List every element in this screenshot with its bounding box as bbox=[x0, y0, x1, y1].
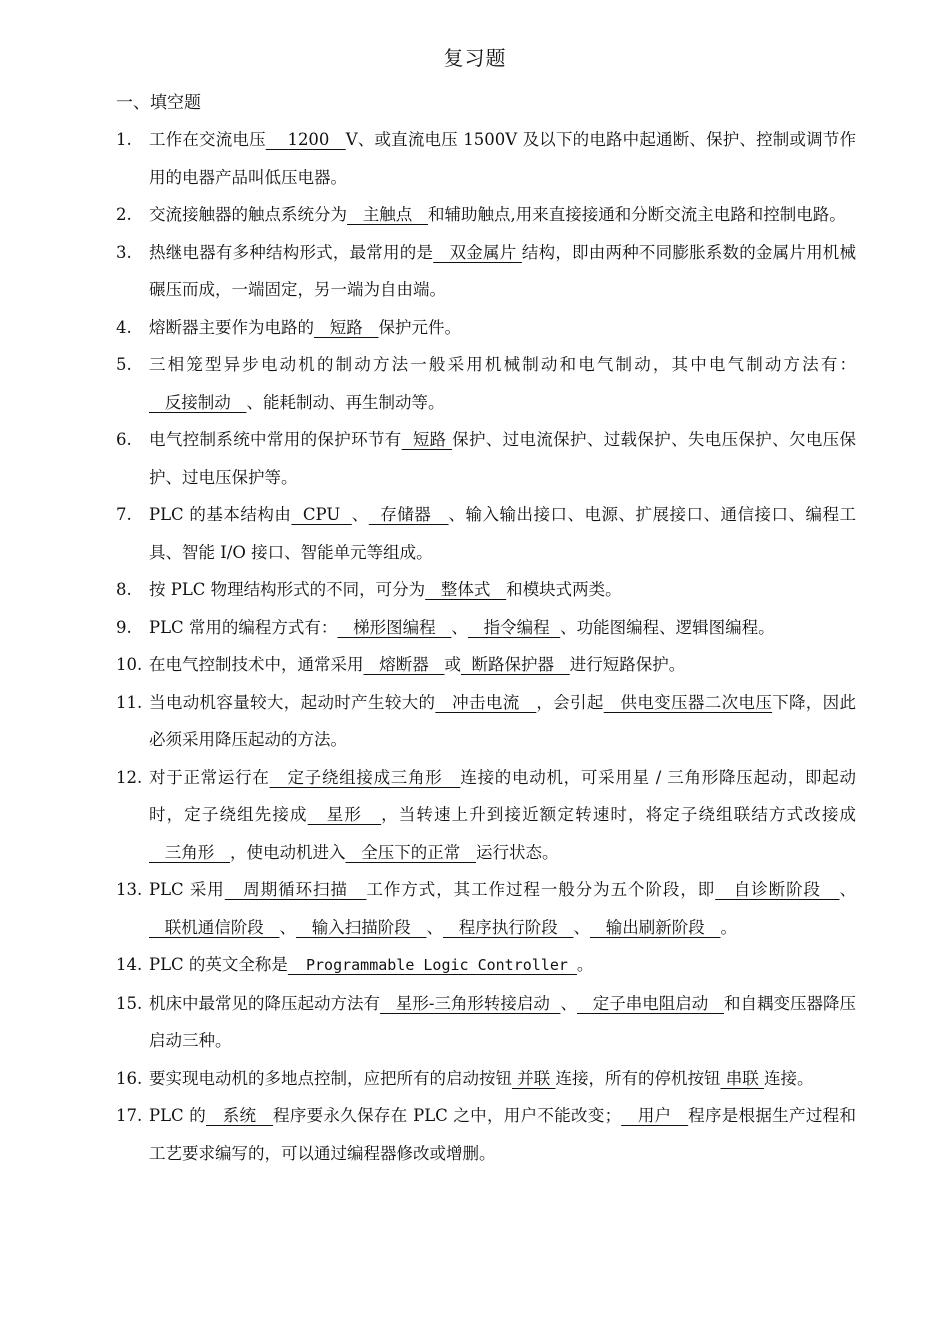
question-item bbox=[116, 421, 856, 496]
question-text: 要实现电动机的多地点控制，应把所有的启动按钮 bbox=[149, 1068, 512, 1088]
question-text: 。 bbox=[720, 917, 737, 937]
answer-blank: 星形-三角形转接启动 bbox=[380, 993, 561, 1013]
question-list bbox=[116, 121, 856, 1172]
question-text: 连接，所有的停机按钮 bbox=[555, 1068, 721, 1088]
question-text: ，使电动机进入 bbox=[229, 842, 346, 862]
question-item bbox=[116, 759, 856, 872]
question-number: 16. bbox=[116, 1068, 143, 1088]
question-text: PLC 的基本结构由 bbox=[149, 505, 292, 524]
answer-blank: 1200 bbox=[265, 130, 346, 149]
question-item bbox=[116, 946, 856, 985]
question-number: 9. bbox=[116, 617, 132, 637]
answer-blank: 程序执行阶段 bbox=[442, 917, 574, 937]
question-text: 。 bbox=[576, 955, 594, 974]
answer-blank: 梯形图编程 bbox=[337, 617, 452, 637]
question-text: 工作在交流电压 bbox=[149, 130, 266, 149]
question-item bbox=[116, 1097, 856, 1172]
answer-blank: 周期循环扫描 bbox=[224, 880, 367, 899]
question-number: 5. bbox=[116, 355, 132, 374]
question-text: 对于正常运行在 bbox=[149, 767, 270, 787]
question-text: 、 bbox=[573, 917, 590, 937]
answer-blank: 定子绕组接成三角形 bbox=[269, 767, 461, 787]
question-text: 交流接触器的触点系统分为 bbox=[149, 205, 347, 224]
question-text: 三相笼型异步电动机的制动方法一般采用机械制动和电气制动，其中电气制动方法有： bbox=[149, 355, 856, 374]
question-item bbox=[116, 871, 856, 946]
question-item bbox=[116, 496, 856, 571]
answer-blank: 全压下的正常 bbox=[345, 842, 476, 862]
question-number: 11. bbox=[116, 692, 143, 712]
question-text: 和模块式两类。 bbox=[506, 580, 622, 599]
question-text: 机床中最常见的降压起动方法有 bbox=[149, 993, 381, 1013]
question-text: 保护、过电流保护、过载保护、失电压保护、欠电压保护、过电压保护等。 bbox=[149, 430, 856, 487]
answer-blank: 串联 bbox=[720, 1068, 764, 1088]
question-text: 工作方式，其工作过程一般分为五个阶段，即 bbox=[366, 880, 716, 899]
question-text: 连接的电动机，可采用星 / 三角形降压起动，即起动时，定子绕组先接成 bbox=[149, 767, 856, 824]
answer-blank: 用户 bbox=[621, 1106, 689, 1125]
question-text: V、或直流电压 1500V 及以下的电路中起通断、保护、控制或调节作用的电器产品叫低压电器。 bbox=[149, 130, 856, 187]
question-item bbox=[116, 646, 856, 684]
question-text: 、输入输出接口、电源、扩展接口、通信接口、编程工具、智能 I/O 接口、智能单元等组成。 bbox=[149, 505, 856, 562]
question-number: 8. bbox=[116, 580, 132, 599]
question-text: 、 bbox=[351, 505, 369, 524]
answer-blank: 供电变压器二次电压 bbox=[603, 692, 773, 712]
question-number: 2. bbox=[116, 205, 132, 224]
question-text: 按 PLC 物理结构形式的不同，可分为 bbox=[149, 580, 426, 599]
question-text: 下降，因此必须采用降压起动的方法。 bbox=[149, 692, 856, 749]
question-text: 、 bbox=[426, 917, 443, 937]
question-number: 17. bbox=[116, 1106, 143, 1125]
answer-blank: 主触点 bbox=[347, 205, 428, 224]
question-number: 10. bbox=[116, 655, 143, 674]
answer-blank: 指令编程 bbox=[467, 617, 561, 637]
question-text: PLC 的英文全称是 bbox=[149, 955, 288, 974]
question-text: 或 bbox=[444, 655, 461, 674]
question-item bbox=[116, 196, 856, 234]
question-number: 15. bbox=[116, 993, 143, 1013]
question-number: 12. bbox=[116, 767, 143, 787]
question-text: 当电动机容量较大，起动时产生较大的 bbox=[149, 692, 436, 712]
question-text: 、能耗制动、再生制动等。 bbox=[246, 392, 445, 412]
answer-blank: 短路 bbox=[401, 430, 453, 449]
page-title: 复习题 bbox=[443, 46, 507, 70]
answer-blank: 双金属片 bbox=[433, 242, 522, 262]
question-text: PLC 采用 bbox=[149, 880, 225, 899]
question-text: 运行状态。 bbox=[475, 842, 559, 862]
answer-blank: 联机通信阶段 bbox=[149, 917, 280, 937]
answer-blank: Programmable Logic Controller bbox=[287, 956, 577, 974]
question-text: 在电气控制技术中，通常采用 bbox=[149, 655, 364, 674]
answer-blank: 反接制动 bbox=[149, 392, 247, 412]
question-item bbox=[116, 571, 856, 609]
question-number: 4. bbox=[116, 317, 132, 337]
question-text: 热继电器有多种结构形式，最常用的是 bbox=[149, 242, 434, 262]
question-text: 熔断器主要作为电路的 bbox=[149, 317, 314, 337]
question-item bbox=[116, 609, 856, 647]
question-text: 、 bbox=[279, 917, 296, 937]
question-item bbox=[116, 309, 856, 347]
answer-blank: 输入扫描阶段 bbox=[295, 917, 427, 937]
question-number: 7. bbox=[116, 505, 132, 524]
question-item bbox=[116, 985, 856, 1060]
answer-blank: 输出刷新阶段 bbox=[589, 917, 721, 937]
answer-blank: 短路 bbox=[314, 317, 379, 337]
question-text: 和辅助触点,用来直接接通和分断交流主电路和控制电路。 bbox=[427, 205, 846, 224]
question-text: 、 bbox=[451, 617, 468, 637]
question-number: 14. bbox=[116, 955, 143, 974]
question-text: 、 bbox=[560, 993, 577, 1013]
answer-blank: 自诊断阶段 bbox=[715, 880, 840, 899]
question-text: 程序要永久保存在 PLC 之中，用户不能改变； bbox=[273, 1106, 622, 1125]
question-text: ，会引起 bbox=[536, 692, 604, 712]
question-text: 和自耦变压器降压启动三种。 bbox=[149, 993, 857, 1050]
question-item bbox=[116, 684, 856, 759]
question-number: 6. bbox=[116, 430, 132, 449]
answer-blank: 星形 bbox=[307, 805, 382, 824]
answer-blank: 系统 bbox=[206, 1106, 274, 1125]
answer-blank: 定子串电阻启动 bbox=[576, 993, 724, 1013]
section-heading: 一、填空题 bbox=[116, 93, 201, 113]
answer-blank: 存储器 bbox=[368, 505, 449, 524]
answer-blank: 断路保护器 bbox=[460, 655, 570, 674]
question-text: 连接。 bbox=[764, 1068, 814, 1088]
answer-blank: 三角形 bbox=[149, 842, 230, 862]
question-text: PLC 的 bbox=[149, 1106, 207, 1125]
question-text: 保护元件。 bbox=[378, 317, 461, 337]
answer-blank: 并联 bbox=[512, 1068, 556, 1088]
question-text: 结构，即由两种不同膨胀系数的金属片用机械碾压而成，一端固定，另一端为自由端。 bbox=[149, 242, 857, 299]
answer-blank: 冲击电流 bbox=[435, 692, 537, 712]
question-number: 3. bbox=[116, 242, 132, 262]
question-item bbox=[116, 1060, 856, 1098]
answer-blank: 熔断器 bbox=[363, 655, 445, 674]
question-item bbox=[116, 234, 856, 309]
answer-blank: 整体式 bbox=[425, 580, 507, 599]
answer-blank: CPU bbox=[291, 505, 352, 524]
question-number: 1. bbox=[116, 130, 132, 149]
question-text: 、功能图编程、逻辑图编程。 bbox=[560, 617, 775, 637]
question-item bbox=[116, 346, 856, 421]
question-text: 、 bbox=[839, 880, 856, 899]
question-text: PLC 常用的编程方式有： bbox=[149, 617, 338, 637]
question-text: 进行短路保护。 bbox=[569, 655, 686, 674]
question-text: 程序是根据生产过程和工艺要求编写的，可以通过编程器修改或增删。 bbox=[149, 1106, 856, 1163]
question-number: 13. bbox=[116, 880, 143, 899]
question-text: 电气控制系统中常用的保护环节有 bbox=[149, 430, 402, 449]
question-text: ，当转速上升到接近额定转速时，将定子绕组联结方式改接成 bbox=[381, 805, 856, 824]
question-item bbox=[116, 121, 856, 196]
